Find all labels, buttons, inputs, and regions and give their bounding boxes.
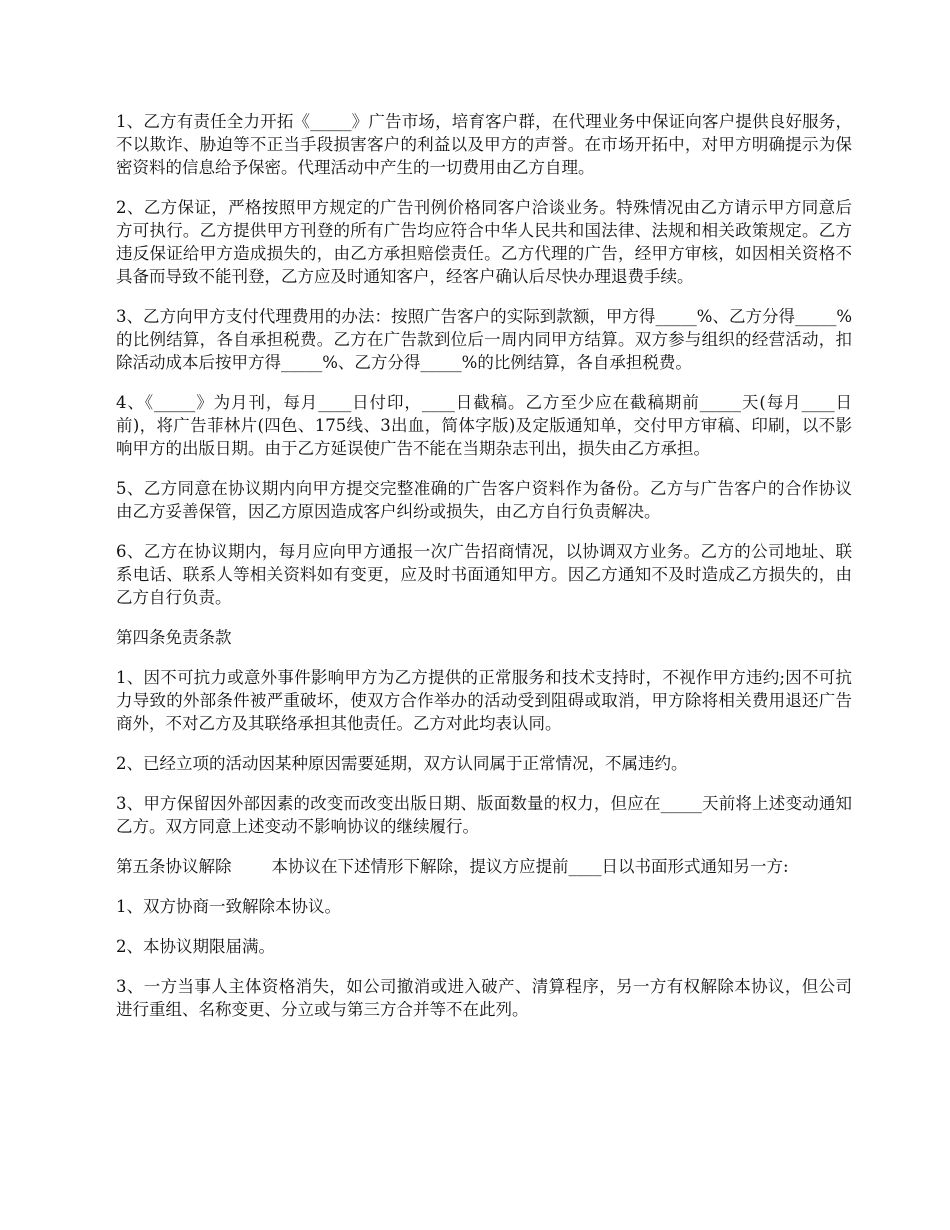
document-page [116,110,852,1038]
section-heading-clause5 [116,855,852,878]
paragraph-clause4-item2: 2、已经立项的活动因某种原因需要延期，双方认同属于正常情况，不属违约。 [116,754,688,773]
paragraph-clause5-item1: 1、双方协商一致解除本协议。 [116,897,341,916]
paragraph-clause3-item5: 5、乙方同意在协议期内向甲方提交完整准确的广告客户资料作为备份。乙方与广告客户的合作协议由乙方妥善保管，因乙方原因造成客户纠纷或损失，由乙方自行负责解决。 [116,479,852,521]
section-heading-clause4: 第四条免责条款 [116,628,232,647]
paragraph-clause4-item1: 1、因不可抗力或意外事件影响甲方为乙方提供的正常服务和技术支持时，不视作甲方违约;因不可抗力导致的外部条件被严重破坏，使双方合作举办的活动受到阻碍或取消，甲方除将相关费用退还广告商外，不对乙方及其联络承担其他责任。乙方对此均表认同。 [116,668,852,733]
clause5-intro: 本协议在下述情形下解除，提议方应提前____日以书面形式通知另一方: [271,857,789,876]
paragraph-clause3-item4: 4、《_____》为月刊，每月____日付印，____日截稿。乙方至少应在截稿期前_____天(每月____日前)，将广告菲林片(四色、175线、3出血，简体字版)及定版通知单，交付甲方审稿、印刷，以不影响甲方的出版日期。由于乙方延误使广告不能在当期杂志刊出，损失由乙方承担。 [116,393,852,458]
paragraph-clause3-item2: 2、乙方保证，严格按照甲方规定的广告刊例价格同客户洽谈业务。特殊情况由乙方请示甲方同意后方可执行。乙方提供甲方刊登的所有广告均应符合中华人民共和国法律、法规和相关政策规定。乙方违反保证给甲方造成损失的，由乙方承担赔偿责任。乙方代理的广告，经甲方审核，如因相关资格不具备而导致不能刊登，乙方应及时通知客户，经客户确认后尽快办理退费手续。 [116,198,852,286]
paragraph-clause3-item1: 1、乙方有责任全力开拓《_____》广告市场，培育客户群，在代理业务中保证向客户提供良好服务，不以欺诈、胁迫等不正当手段损害客户的利益以及甲方的声誉。在市场开拓中，对甲方明确提示为保密资料的信息给予保密。代理活动中产生的一切费用由乙方自理。 [116,112,852,177]
paragraph-clause3-item3: 3、乙方向甲方支付代理费用的办法：按照广告客户的实际到款额，甲方得_____%、乙方分得_____%的比例结算，各自承担税费。乙方在广告款到位后一周内同甲方结算。双方参与组织的经营活动，扣除活动成本后按甲方得_____%、乙方分得_____%的比例结算，各自承担税费。 [116,307,852,372]
paragraph-clause3-item6: 6、乙方在协议期内，每月应向甲方通报一次广告招商情况，以协调双方业务。乙方的公司地址、联系电话、联系人等相关资料如有变更，应及时书面通知甲方。因乙方通知不及时造成乙方损失的，由乙方自行负责。 [116,542,852,607]
paragraph-clause4-item3: 3、甲方保留因外部因素的改变而改变出版日期、版面数量的权力，但应在_____天前将上述变动通知乙方。双方同意上述变动不影响协议的继续履行。 [116,794,852,836]
clause5-title: 第五条协议解除 [116,857,232,876]
paragraph-clause5-item2: 2、本协议期限届满。 [116,937,275,956]
paragraph-clause5-item3: 3、一方当事人主体资格消失，如公司撤消或进入破产、清算程序，另一方有权解除本协议，但公司进行重组、名称变更、分立或与第三方合并等不在此列。 [116,977,852,1019]
